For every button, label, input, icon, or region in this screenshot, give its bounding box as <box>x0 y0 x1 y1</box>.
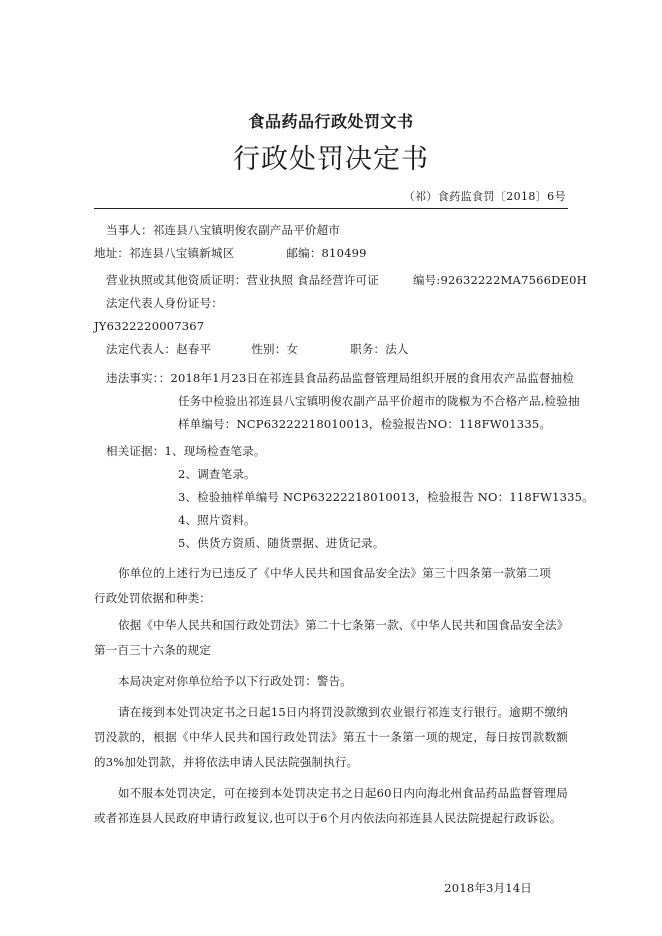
address-label: 地址： <box>94 246 130 260</box>
violation-facts-text-3: 样单编号：NCP63222218010013，检验报告NO：118FW01335。 <box>178 417 552 431</box>
basis-line-1: 依据《中华人民共和国行政处罚法》第二十七条第一款、《中华人民共和国食品安全法》 <box>118 618 569 632</box>
evidence-block <box>94 440 594 555</box>
post-label: 职务： <box>350 342 386 356</box>
license-label: 营业执照或其他资质证明： <box>106 273 247 287</box>
legal-rep-value: 赵春平 <box>176 342 212 356</box>
violation-facts-text-1: ：2018年1月23日在祁连县食品药品监督管理局组织开展的食用农产品监督抽检 <box>158 371 575 385</box>
postcode-label: 邮编： <box>286 246 322 260</box>
address-value: 祁连县八宝镇新城区 <box>129 246 235 260</box>
party-label: 当事人： <box>106 223 153 237</box>
violation-facts-label: 违法事实： <box>106 371 159 385</box>
evidence-item-5: 5、供货方资质、随货票据、进货记录。 <box>178 536 385 550</box>
evidence-item-4: 4、照片资料。 <box>178 513 256 527</box>
decision-paragraph: 本局决定对你单位给予以下行政处罚：警告。 <box>118 674 352 688</box>
postcode-value: 810499 <box>321 246 367 260</box>
evidence-item-3: 3、检验抽样单编号 NCP63222218010013，检验报告 NO：118FW1335。 <box>178 490 594 504</box>
gender-value: 女 <box>286 342 299 356</box>
violation-conclusion-paragraph: 你单位的上述行为已违反了《中华人民共和国食品安全法》第三十四条第一款第二项 <box>118 566 551 580</box>
legal-rep-label: 法定代表人： <box>106 342 177 356</box>
evidence-first-line <box>94 440 568 463</box>
document-body <box>94 209 594 900</box>
title-block <box>0 0 662 180</box>
license-line <box>94 269 587 292</box>
violation-facts-block <box>94 367 580 436</box>
party-name: 祁连县八宝镇明俊农副产品平价超市 <box>152 223 341 237</box>
document-kind-heading: 食品药品行政处罚文书 <box>248 112 414 131</box>
page-title: 行政处罚决定书 <box>233 144 429 175</box>
evidence-label: 相关证据： <box>106 444 165 458</box>
evidence-item-1: 1、现场检查笔录。 <box>164 444 266 458</box>
basis-heading: 行政处罚依据和种类： <box>94 591 211 605</box>
gender-label: 性别： <box>251 342 287 356</box>
evidence-item-2: 2、调查笔录。 <box>178 467 256 481</box>
document-number: （祁）食药监食罚〔2018〕6号 <box>403 190 566 203</box>
appeal-paragraph: 如不服本处罚决定，可在接到本处罚决定书之日起60日内向海北州食品药品监督管理局或者祁连县人民政府申请行政复议,也可以于6个月内依法向祁连县人民法院提起行政诉讼。 <box>94 786 568 825</box>
party-line <box>94 219 568 242</box>
address-line <box>94 242 568 265</box>
violation-facts-text-2: 任务中检验出祁连县八宝镇明俊农副产品平价超市的陇椒为不合格产品,检验抽 <box>178 394 580 408</box>
violation-facts-first-line <box>94 367 575 390</box>
legal-rep-id-label: 法定代表人身份证号： <box>106 296 223 310</box>
basis-line-2: 第一百三十六条的规定 <box>94 643 211 657</box>
license-number-label: 编号: <box>412 273 441 287</box>
payment-paragraph: 请在接到本处罚决定书之日起15日内将罚没款缴到农业银行祁连支行银行。逾期不缴纳罚没款的，根据《中华人民共和国行政处罚法》第五十一条第一项的规定，每日按罚款数额的3%加处罚款，并将依法申请人民法院强制执行。 <box>94 705 568 769</box>
legal-rep-id-line <box>94 292 568 315</box>
signature-date: 2018年3月14日 <box>444 881 532 895</box>
legal-rep-line <box>94 338 568 361</box>
license-value: 营业执照 食品经营许可证 <box>246 273 379 287</box>
license-number-value: 92632222MA7566DE0H <box>440 273 587 287</box>
legal-rep-id-value-line: JY6322220007367 <box>94 319 205 333</box>
post-value: 法人 <box>385 342 409 356</box>
